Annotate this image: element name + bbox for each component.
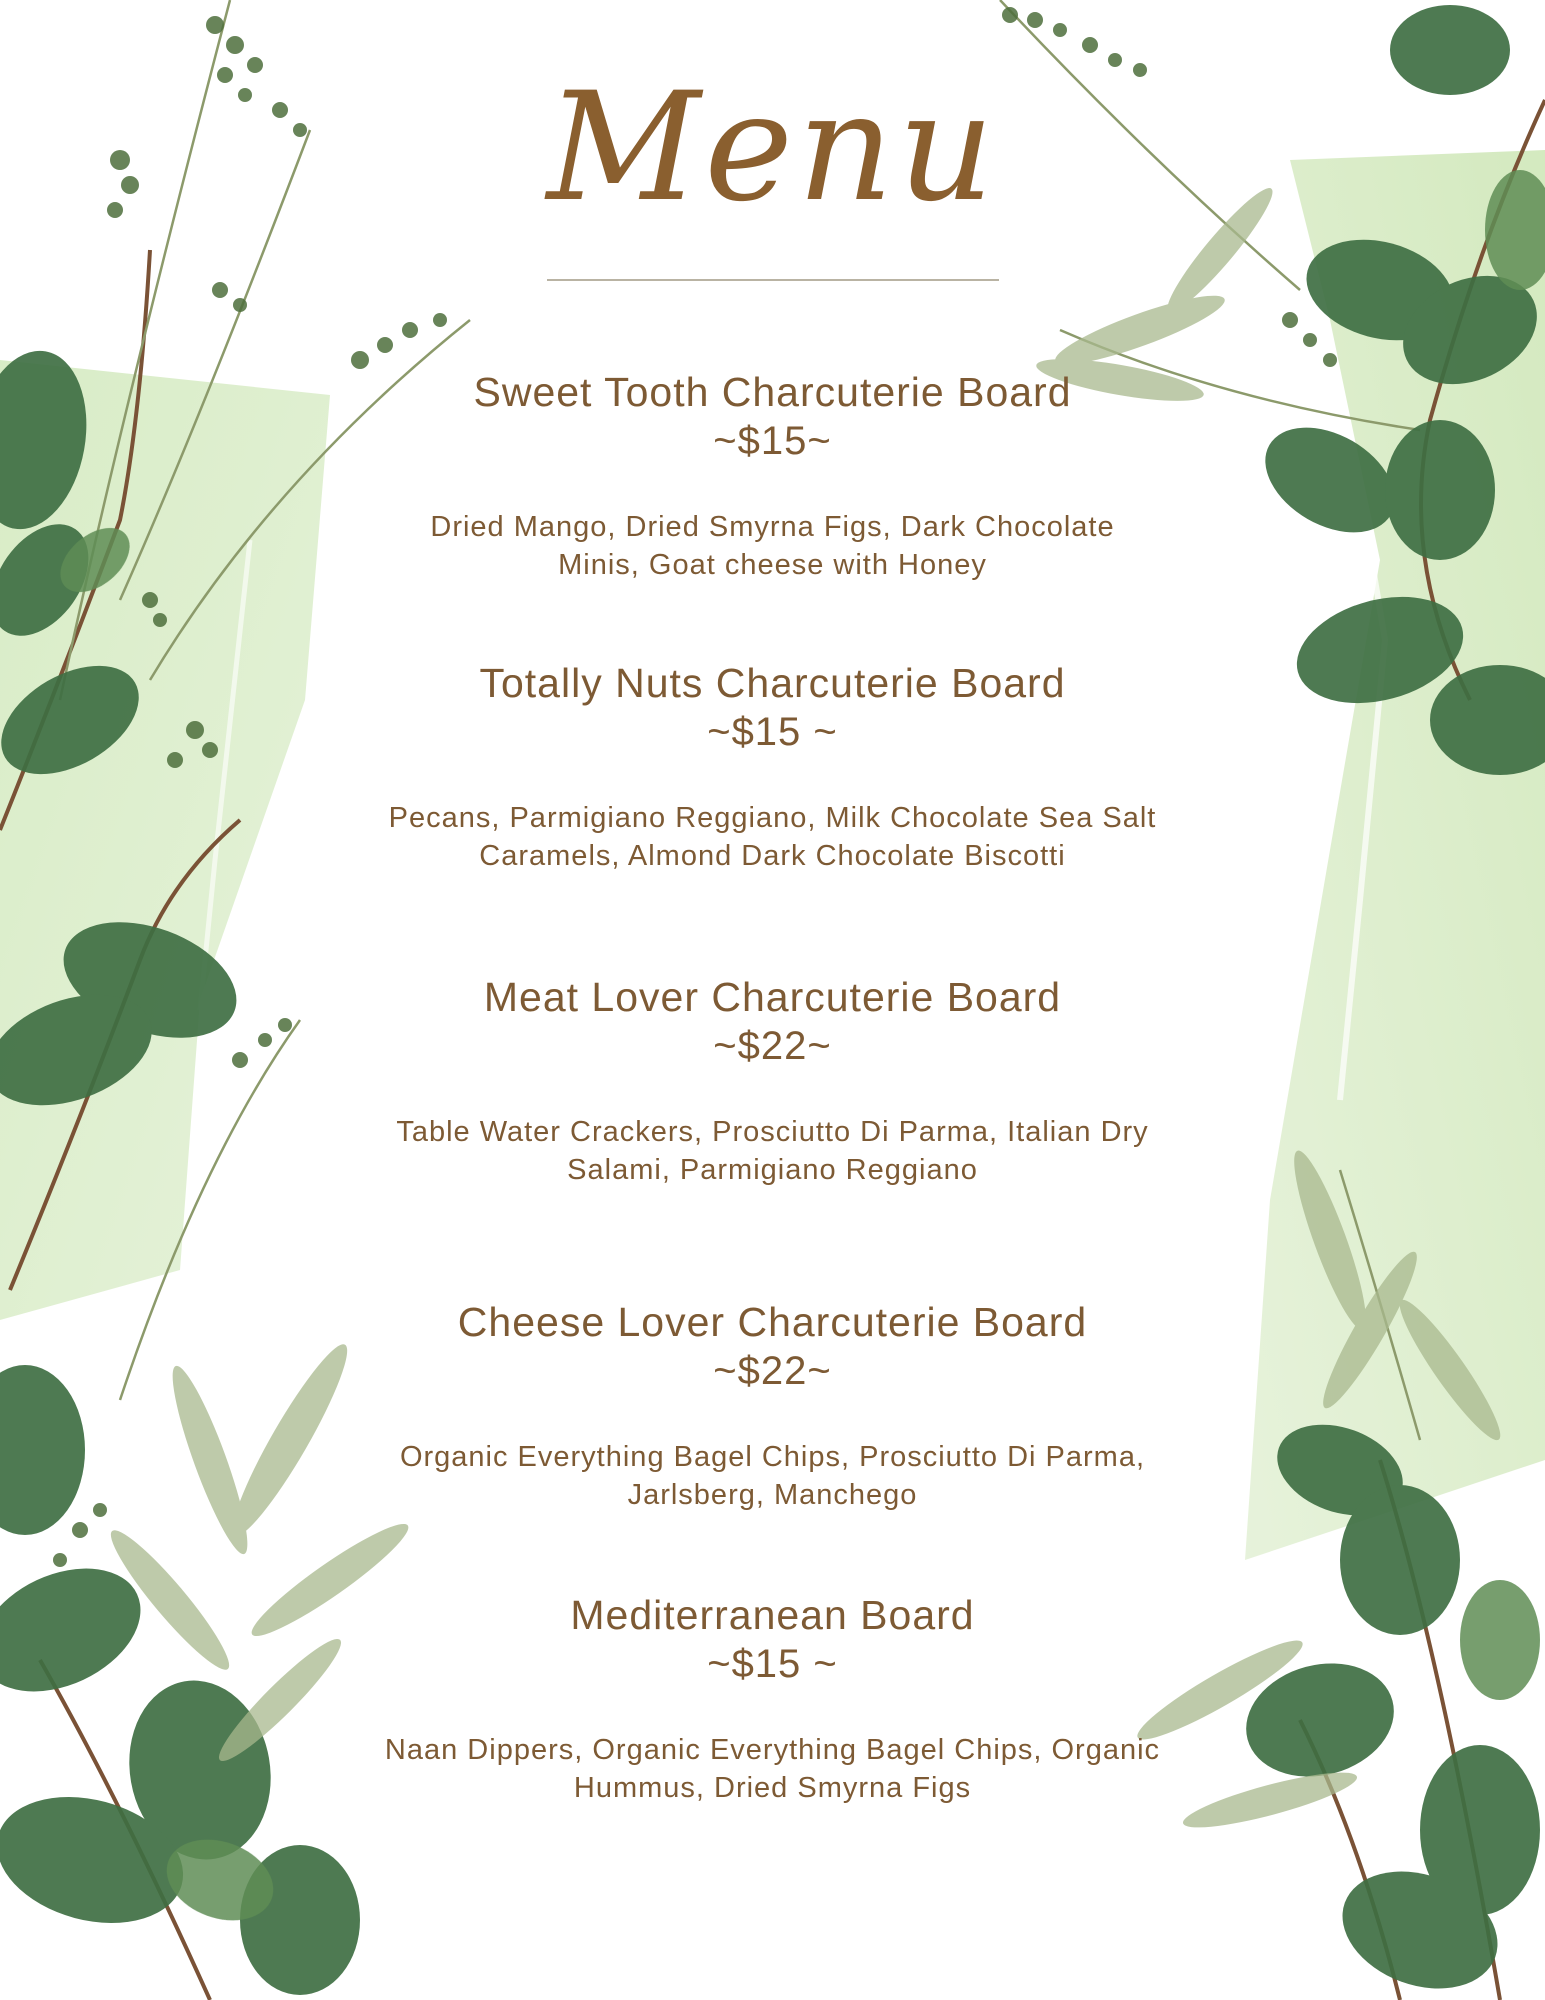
menu-item-price: ~$22~ <box>713 1349 832 1393</box>
menu-item-name: Meat Lover Charcuterie Board <box>483 974 1062 1020</box>
menu-item-name: Sweet Tooth Charcuterie Board <box>473 369 1072 415</box>
menu-item-price: ~$15 ~ <box>707 710 838 754</box>
menu-item-name: Totally Nuts Charcuterie Board <box>479 660 1066 706</box>
menu-item-description <box>330 799 1215 875</box>
menu-title: Menu <box>546 61 999 235</box>
menu-item-name: Mediterranean Board <box>570 1592 975 1638</box>
menu-item-description-line: Minis, Goat cheese with Honey <box>558 549 987 581</box>
menu-item-description-line: Naan Dippers, Organic Everything Bagel Chips, Organic <box>384 1734 1161 1766</box>
menu-item-description-line: Salami, Parmigiano Reggiano <box>567 1154 978 1186</box>
menu-item <box>330 368 1215 584</box>
menu-item-description <box>330 1438 1215 1514</box>
menu-item-description-line: Pecans, Parmigiano Reggiano, Milk Chocolate Sea Salt <box>388 802 1157 834</box>
menu-item <box>330 1591 1215 1807</box>
menu-item-price: ~$15 ~ <box>707 1642 838 1686</box>
menu-item-price: ~$22~ <box>713 1024 832 1068</box>
menu-item-description-line: Table Water Crackers, Prosciutto Di Parma, Italian Dry <box>396 1116 1149 1148</box>
title-divider <box>547 279 999 281</box>
menu-item-description-line: Caramels, Almond Dark Chocolate Biscotti <box>479 840 1066 872</box>
menu-item <box>330 659 1215 875</box>
menu-item-name: Cheese Lover Charcuterie Board <box>457 1299 1088 1345</box>
menu-item-description-line: Jarlsberg, Manchego <box>627 1479 918 1511</box>
menu-item-description <box>330 508 1215 584</box>
menu-item-description-line: Organic Everything Bagel Chips, Prosciutto Di Parma, <box>399 1441 1146 1473</box>
menu-item <box>330 1298 1215 1514</box>
menu-item-description <box>330 1731 1215 1807</box>
menu-item-description-line: Hummus, Dried Smyrna Figs <box>573 1772 972 1804</box>
menu-item-description-line: Dried Mango, Dried Smyrna Figs, Dark Chocolate <box>430 511 1115 543</box>
menu-item-price: ~$15~ <box>713 419 832 463</box>
menu-item <box>330 973 1215 1189</box>
menu-item-description <box>330 1113 1215 1189</box>
